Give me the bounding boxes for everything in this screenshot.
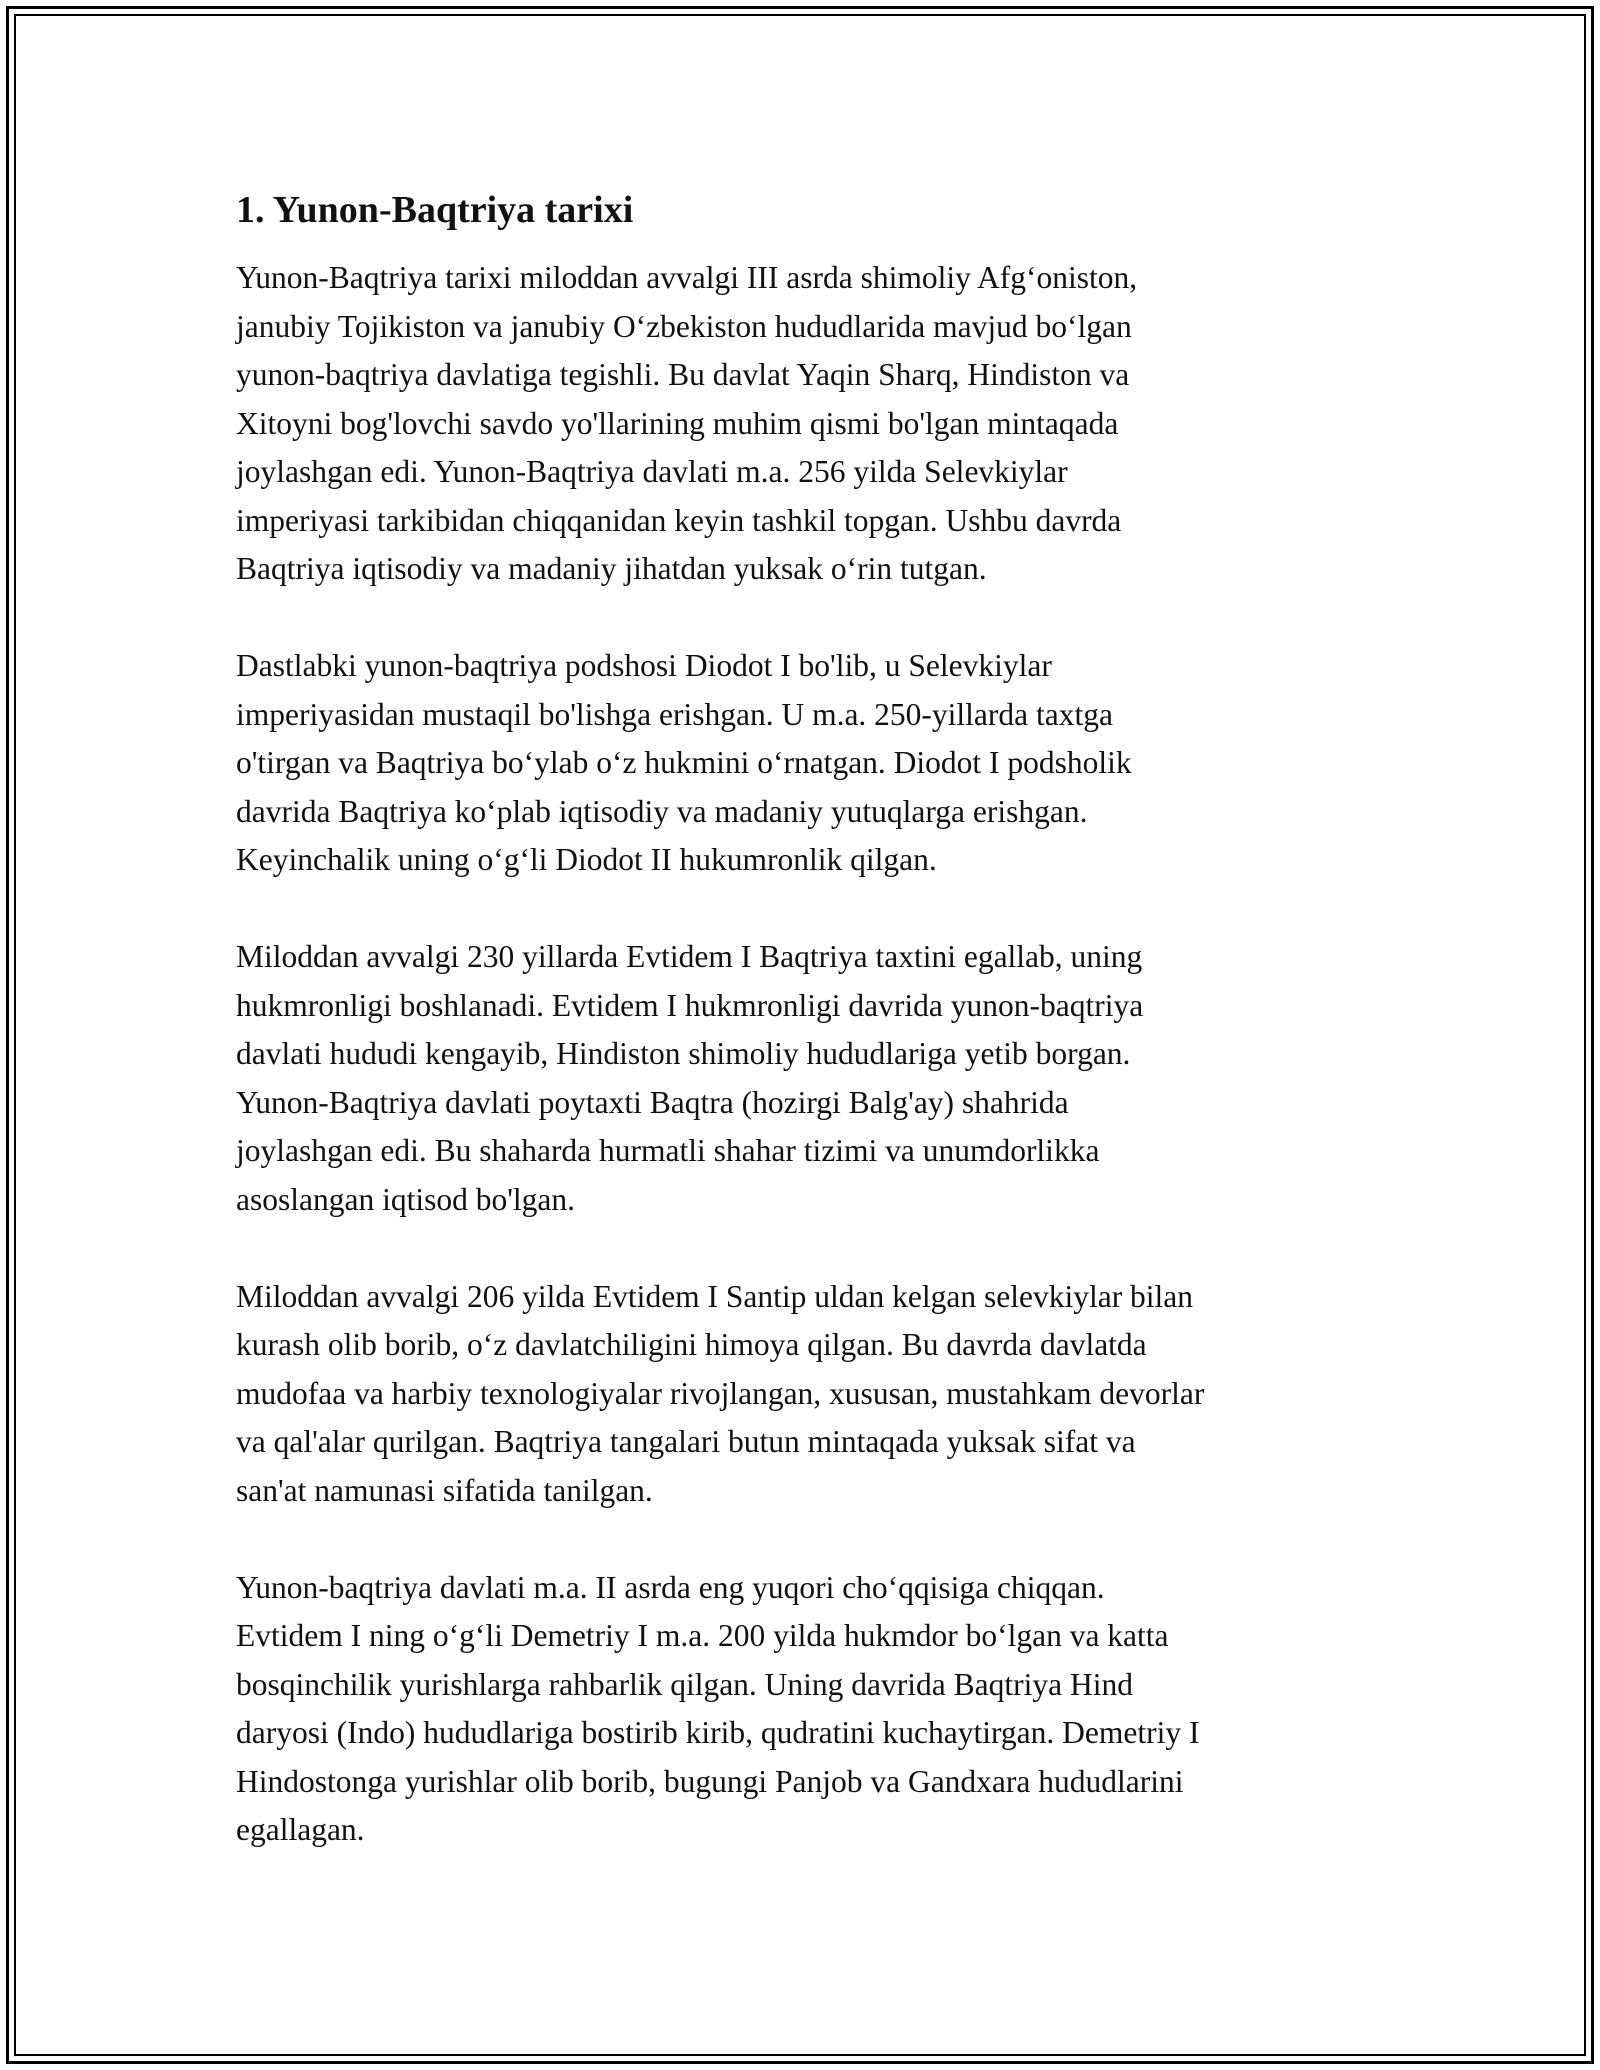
paragraph (236, 642, 1386, 885)
paragraph-line: asoslangan iqtisod bo'lgan. (236, 1181, 576, 1217)
paragraph-line: Hindostonga yurishlar olib borib, bugungi Panjob va Gandxara hududlarini (236, 1763, 1184, 1799)
paragraph-line: Xitoyni bog'lovchi savdo yo'llarining muhim qismi bo'lgan mintaqada (236, 405, 1119, 441)
paragraph-line: Miloddan avvalgi 206 yilda Evtidem I Santip uldan kelgan selevkiylar bilan (236, 1278, 1194, 1314)
paragraph-line: mudofaa va harbiy texnologiyalar rivojlangan, xususan, mustahkam devorlar (236, 1375, 1205, 1411)
paragraph-line: davlati hududi kengayib, Hindiston shimoliy hududlariga yetib borgan. (236, 1036, 1131, 1071)
paragraph-line: Baqtriya iqtisodiy va madaniy jihatdan yuksak oʻrin tutgan. (236, 551, 987, 586)
paragraph (236, 1273, 1386, 1516)
paragraph-line: egallagan. (236, 1812, 365, 1847)
paragraph-container (236, 254, 1386, 1855)
paragraph-line: san'at namunasi sifatida tanilgan. (236, 1472, 653, 1508)
paragraph-line: hukmronligi boshlanadi. Evtidem I hukmronligi davrida yunon-baqtriya (236, 987, 1144, 1023)
paragraph-line: Dastlabki yunon-baqtriya podshosi Diodot I bo'lib, u Selevkiylar (236, 648, 1052, 683)
paragraph-line: janubiy Tojikiston va janubiy Oʻzbekiston hududlarida mavjud boʻlgan (236, 308, 1132, 344)
paragraph-line: o'tirgan va Baqtriya boʻylab oʻz hukmini oʻrnatgan. Diodot I podsholik (236, 745, 1132, 780)
paragraph-line: kurash olib borib, oʻz davlatchiligini himoya qilgan. Bu davrda davlatda (236, 1327, 1147, 1362)
paragraph-line: imperiyasidan mustaqil bo'lishga erishgan. U m.a. 250-yillarda taxtga (236, 696, 1113, 732)
paragraph-line: imperiyasi tarkibidan chiqqanidan keyin tashkil topgan. Ushbu davrda (236, 502, 1122, 538)
paragraph-line: Keyinchalik uning oʻgʻli Diodot II hukumronlik qilgan. (236, 842, 937, 877)
paragraph (236, 1564, 1386, 1855)
paragraph-line: joylashgan edi. Yunon-Baqtriya davlati m.a. 256 yilda Selevkiylar (236, 454, 1068, 489)
document-title: 1. Yunon-Baqtriya tarixi (236, 189, 634, 231)
paragraph-line: bosqinchilik yurishlarga rahbarlik qilgan. Uning davrida Baqtriya Hind (236, 1666, 1133, 1702)
paragraph-line: Yunon-Baqtriya tarixi miloddan avvalgi III asrda shimoliy Afgʻoniston, (236, 260, 1138, 295)
paragraph-line: davrida Baqtriya koʻplab iqtisodiy va madaniy yutuqlarga erishgan. (236, 793, 1088, 829)
paragraph-line: Yunon-baqtriya davlati m.a. II asrda eng yuqori choʻqqisiga chiqqan. (236, 1569, 1105, 1605)
document-body (236, 186, 1386, 1903)
paragraph-line: Yunon-Baqtriya davlati poytaxti Baqtra (hozirgi Balg'ay) shahrida (236, 1084, 1069, 1120)
paragraph (236, 933, 1386, 1224)
paragraph (236, 254, 1386, 594)
paragraph-line: va qal'alar qurilgan. Baqtriya tangalari butun mintaqada yuksak sifat va (236, 1424, 1136, 1459)
paragraph-line: yunon-baqtriya davlatiga tegishli. Bu davlat Yaqin Sharq, Hindiston va (236, 357, 1130, 392)
paragraph-line: Miloddan avvalgi 230 yillarda Evtidem I Baqtriya taxtini egallab, uning (236, 939, 1143, 974)
paragraph-line: joylashgan edi. Bu shaharda hurmatli shahar tizimi va unumdorlikka (236, 1133, 1100, 1168)
paragraph-line: daryosi (Indo) hududlariga bostirib kirib, qudratini kuchaytirgan. Demetriy I (236, 1715, 1200, 1750)
paragraph-line: Evtidem I ning oʻgʻli Demetriy I m.a. 200 yilda hukmdor boʻlgan va katta (236, 1618, 1169, 1653)
